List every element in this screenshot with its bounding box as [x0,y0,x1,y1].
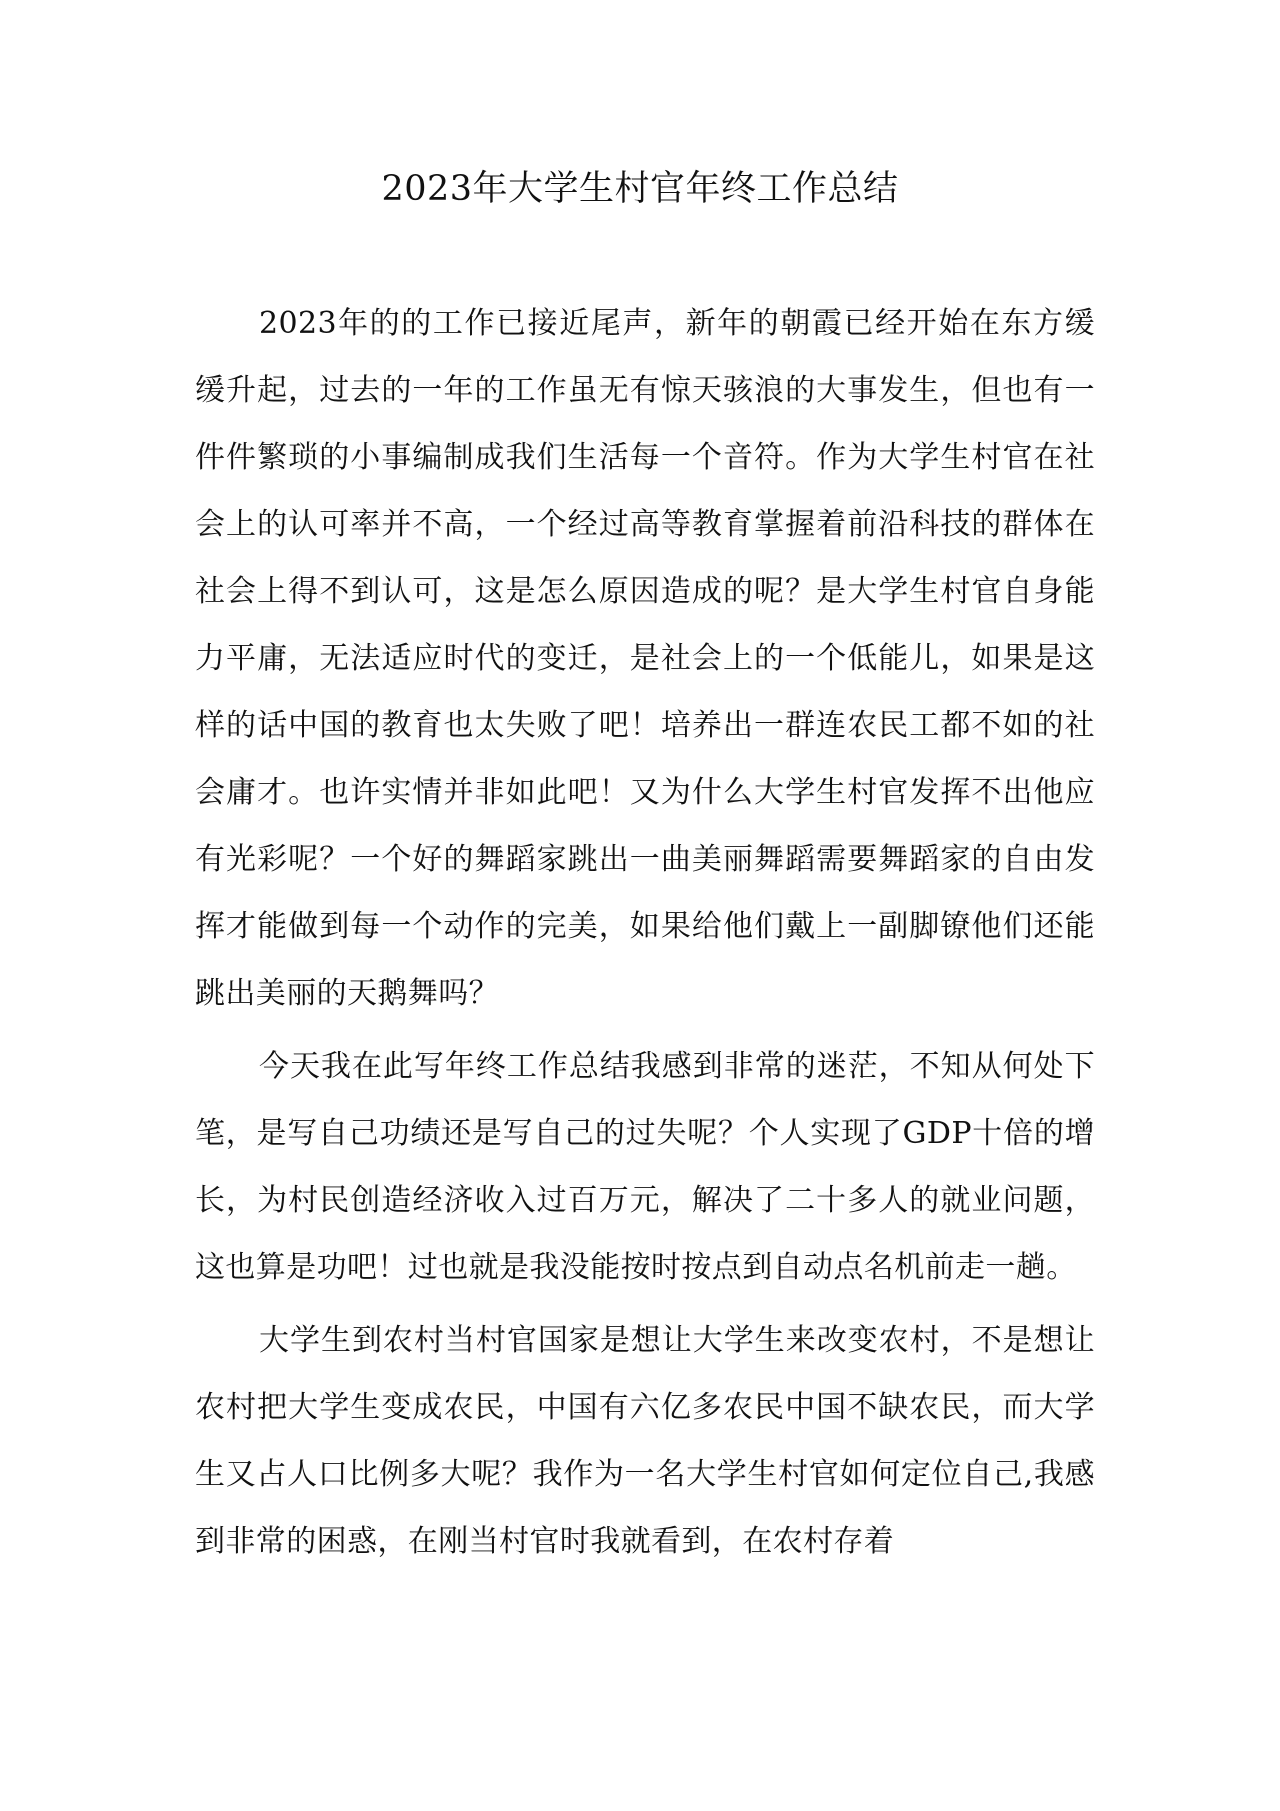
paragraph-3: 大学生到农村当村官国家是想让大学生来改变农村，不是想让农村把大学生变成农民，中国有六亿多农民中国不缺农民，而大学生又占人口比例多大呢？我作为一名大学生村官如何定位自己,我感到非常的困惑，在刚当村官时我就看到，在农村存着 [195,1323,1095,1559]
document-title: 2023年大学生村官年终工作总结 [381,169,899,209]
paragraph-1: 2023年的的工作已接近尾声，新年的朝霞已经开始在东方缓缓升起，过去的一年的工作虽无有惊天骇浪的大事发生，但也有一件件繁琐的小事编制成我们生活每一个音符。作为大学生村官在社会上的认可率并不高，一个经过高等教育掌握着前沿科技的群体在社会上得不到认可，这是怎么原因造成的呢？是大学生村官自身能力平庸，无法适应时代的变迁，是社会上的一个低能儿，如果是这样的话中国的教育也太失败了吧！培养出一群连农民工都不如的社会庸才。也许实情并非如此吧！又为什么大学生村官发挥不出他应有光彩呢？一个好的舞蹈家跳出一曲美丽舞蹈需要舞蹈家的自由发挥才能做到每一个动作的完美，如果给他们戴上一副脚镣他们还能跳出美丽的天鹅舞吗？ [195,306,1095,1011]
paragraph-2: 今天我在此写年终工作总结我感到非常的迷茫，不知从何处下笔，是写自己功绩还是写自己的过失呢？个人实现了GDP十倍的增长，为村民创造经济收入过百万元，解决了二十多人的就业问题，这也算是功吧！过也就是我没能按时按点到自动点名机前走一趟。 [195,1049,1095,1285]
document-body [195,290,1095,1581]
